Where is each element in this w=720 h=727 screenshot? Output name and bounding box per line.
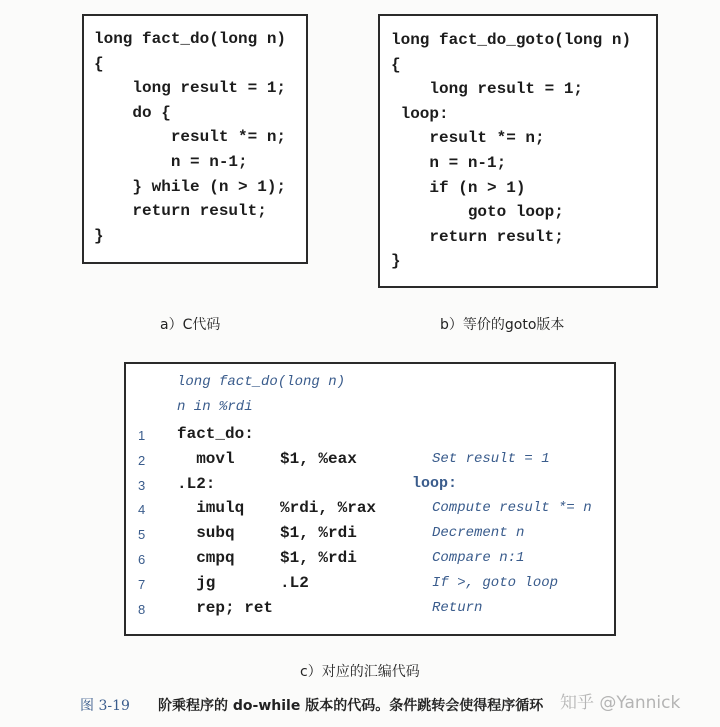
comment: Set result = 1	[432, 450, 550, 467]
code-line: long fact_do(long n)	[94, 30, 287, 48]
watermark: 知乎 @Yannick	[560, 693, 681, 713]
code-line: if (n > 1)	[391, 178, 526, 197]
code-line: }	[94, 226, 104, 245]
code-line: n = n-1;	[94, 152, 248, 171]
code-line: long result = 1;	[94, 79, 287, 98]
comment: Decrement n	[432, 525, 525, 542]
code-line: return result;	[94, 202, 267, 221]
instruction: fact_do:	[177, 425, 254, 443]
figure-number: 图 3-19	[80, 698, 130, 714]
code-line: result *= n;	[391, 129, 545, 148]
code-line: return result;	[391, 227, 564, 246]
line-number: 5	[138, 527, 146, 543]
instruction: movl	[177, 449, 235, 468]
operands: $1, %rdi	[280, 549, 357, 567]
instruction: jg	[177, 573, 216, 592]
line-number: 4	[138, 502, 146, 518]
code-line: long fact_do_goto(long n)	[391, 31, 632, 49]
operands: %rdi, %rax	[280, 499, 377, 518]
panel-c-header-signature: long fact_do(long n)	[177, 374, 346, 390]
panel-a-label: a）C代码	[160, 317, 221, 333]
instruction: subq	[177, 524, 235, 543]
instruction: .L2:	[177, 474, 216, 493]
line-number: 3	[138, 477, 146, 493]
instruction: imulq	[177, 499, 245, 518]
operands: $1, %rdi	[280, 524, 357, 543]
comment: Compare n:1	[432, 550, 525, 566]
panel-b-code	[391, 28, 631, 274]
line-number: 7	[138, 576, 146, 592]
code-line: n = n-1;	[391, 153, 507, 172]
code-line: loop:	[391, 104, 449, 123]
code-line: long result = 1;	[391, 80, 584, 99]
panel-a-code	[94, 27, 286, 248]
code-line: {	[391, 55, 401, 74]
comment: Compute result *= n	[432, 500, 592, 517]
panel-b-label: b）等价的goto版本	[440, 317, 565, 333]
panel-c-header-register: n in %rdi	[177, 399, 253, 415]
code-line: result *= n;	[94, 128, 287, 147]
code-line: do {	[94, 103, 171, 122]
line-number: 1	[138, 428, 146, 443]
operands: .L2	[280, 573, 309, 592]
code-line: } while (n > 1);	[94, 177, 287, 196]
panel-c-label: c）对应的汇编代码	[300, 664, 420, 680]
instruction: rep; ret	[177, 598, 274, 617]
loop-label: loop:	[412, 474, 458, 492]
line-number: 2	[138, 452, 146, 468]
line-number: 6	[138, 552, 146, 567]
code-line: }	[391, 252, 401, 271]
figure-caption: 阶乘程序的 do-while 版本的代码。条件跳转会使得程序循环	[158, 698, 544, 714]
line-number: 8	[138, 601, 146, 617]
code-line: goto loop;	[391, 203, 564, 222]
code-line: {	[94, 54, 104, 73]
comment: Return	[432, 599, 483, 616]
comment: If >, goto loop	[432, 574, 559, 591]
operands: $1, %eax	[280, 449, 357, 468]
instruction: cmpq	[177, 549, 235, 567]
